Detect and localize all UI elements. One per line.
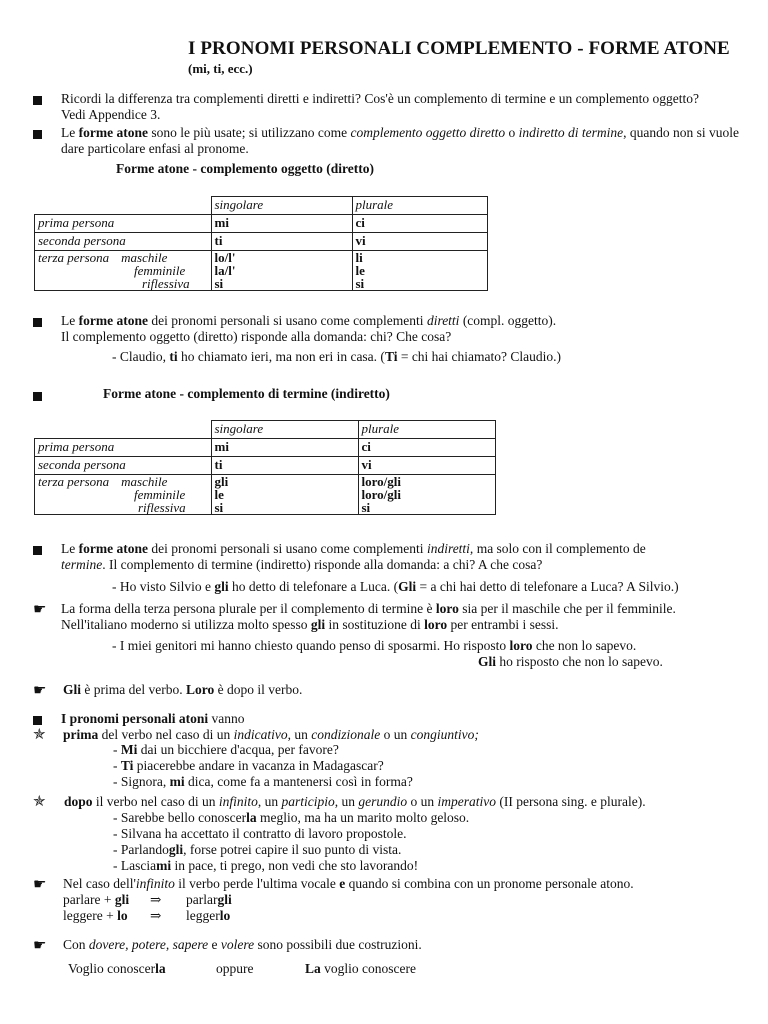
table1-heading: Forme atone - complemento oggetto (diretto) (116, 161, 375, 176)
col-singolare: singolare (214, 197, 264, 212)
atoni-prima-example: - Ti piacerebbe andare in vacanza in Madagascar? (113, 758, 384, 773)
square-bullet-icon (33, 130, 42, 139)
pointing-hand-icon: ☛ (33, 877, 47, 893)
table-row: prima persona mi ci (35, 215, 488, 233)
indiretti-example: - Ho visto Silvio e gli ho detto di telefonare a Luca. (Gli = a chi hai detto di telefonare a Luca? A Silvio.) (112, 579, 679, 594)
pointing-hand-icon: ☛ (33, 683, 47, 699)
square-bullet-icon (33, 96, 42, 105)
table-header-row (35, 421, 496, 439)
star-bullet-icon: ✯ (33, 727, 46, 743)
table-row: seconda persona ti vi (35, 457, 496, 475)
atoni-dopo-example: - Sarebbe bello conoscerla meglio, ma ha un marito molto geloso. (113, 810, 470, 825)
diretti-paragraph: Le forme atone dei pronomi personali si usano come complementi diretti (compl. oggetto). Il complemento oggetto (diretto) risponde alla domanda: chi? Che cosa? (61, 313, 557, 344)
atoni-dopo-example: - Silvana ha accettato il contratto di lavoro propostole. (113, 826, 407, 841)
table-row: terza persona maschile femminile riflessiva lo/l' la/l' si li le si (35, 251, 488, 291)
loro-example-1: - I miei genitori mi hanno chiesto quando penso di sposarmi. Ho risposto loro che non lo sapevo. (112, 638, 637, 653)
page-subtitle: (mi, ti, ecc.) (188, 61, 253, 76)
atoni-prima-example: - Signora, mi dica, come fa a mantenersi così in forma? (113, 774, 413, 789)
loro-example-2: Gli ho risposto che non lo sapevo. (478, 654, 663, 669)
col-plurale: plurale (355, 197, 394, 212)
pointing-hand-icon: ☛ (33, 602, 47, 618)
table-oggetto (34, 196, 488, 291)
modali-oppure: oppure (216, 961, 254, 976)
table-row: seconda persona ti vi (35, 233, 488, 251)
infinito-result-2: leggerlo (186, 908, 231, 923)
intro-paragraph-1: Ricordi la differenza tra complementi diretti e indiretti? Cos'è un complemento di termine e un complemento oggetto? Vedi Appendice 3. (61, 91, 699, 122)
arrow-right-icon: ⇒ (150, 908, 162, 923)
atoni-prima-example: - Mi dai un bicchiere d'acqua, per favore? (113, 742, 339, 757)
table-row: terza persona maschile femminile riflessiva gli le si loro/gli loro/gli si (35, 475, 496, 515)
square-bullet-icon (33, 318, 42, 327)
loro-note: La forma della terza persona plurale per il complemento di termine è loro sia per il maschile che per il femminile. Nell'italiano moderno si utilizza molto spesso gli in sostituzione di loro per entrambi i sessi. (61, 601, 676, 632)
modali-note: Con dovere, potere, sapere e volere sono possibili due costruzioni. (63, 937, 422, 952)
col-singolare: singolare (214, 421, 264, 436)
arrow-right-icon: ⇒ (150, 892, 162, 907)
table-row: prima persona mi ci (35, 439, 496, 457)
diretti-example: - Claudio, ti ho chiamato ieri, ma non eri in casa. (Ti = chi hai chiamato? Claudio.) (112, 349, 562, 364)
table-header-row (35, 197, 488, 215)
page-title: I PRONOMI PERSONALI COMPLEMENTO - FORME ATONE (188, 38, 730, 59)
indiretti-paragraph: Le forme atone dei pronomi personali si usano come complementi indiretti, ma solo con il complemento de termine. Il complemento di termine (indiretto) risponde alla domanda: a chi? A che cosa? (61, 541, 646, 572)
modali-example-1: Voglio conoscerla (68, 961, 166, 976)
square-bullet-icon (33, 716, 42, 725)
square-bullet-icon (33, 546, 42, 555)
modali-example-2: La voglio conoscere (305, 961, 416, 976)
table-termine (34, 420, 496, 515)
atoni-dopo-example: - Parlandogli, forse potrei capire il suo punto di vista. (113, 842, 402, 857)
atoni-prima: prima del verbo nel caso di un indicativo, un condizionale o un congiuntivo; (63, 727, 479, 742)
infinito-rule-1: parlare + gli (63, 892, 130, 907)
col-plurale: plurale (361, 421, 400, 436)
atoni-heading: I pronomi personali atoni vanno (61, 711, 245, 726)
table2-heading: Forme atone - complemento di termine (indiretto) (103, 386, 390, 401)
intro-paragraph-2: Le forme atone sono le più usate; si utilizzano come complemento oggetto diretto o indiretto di termine, quando non si vuole dare particolare enfasi al pronome. (61, 125, 740, 156)
infinito-note: Nel caso dell'infinito il verbo perde l'ultima vocale e quando si combina con un pronome personale atono. (63, 876, 634, 891)
position-note: Gli è prima del verbo. Loro è dopo il verbo. (63, 682, 303, 697)
infinito-rule-2: leggere + lo (63, 908, 128, 923)
infinito-result-1: parlargli (186, 892, 232, 907)
atoni-dopo-example: - Lasciami in pace, ti prego, non vedi che sto lavorando! (113, 858, 419, 873)
atoni-dopo: dopo il verbo nel caso di un infinito, un participio, un gerundio o un imperativo (II persona sing. e plurale). (64, 794, 646, 809)
square-bullet-icon (33, 392, 42, 401)
star-bullet-icon: ✯ (33, 794, 46, 810)
pointing-hand-icon: ☛ (33, 938, 47, 954)
